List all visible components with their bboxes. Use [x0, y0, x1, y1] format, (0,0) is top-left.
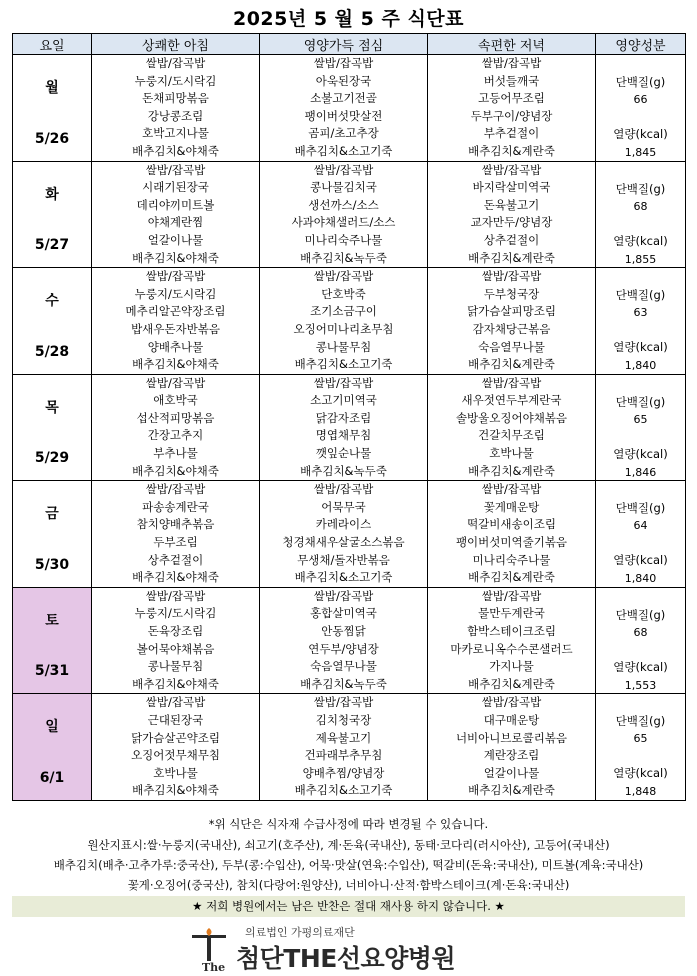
day-row — [13, 481, 686, 588]
kcal-value: 1,553 — [624, 678, 657, 692]
kcal-label: 열량(kcal) — [613, 766, 668, 781]
day-date: 5/26 — [34, 130, 70, 147]
menu-item: 교자만두/양념장 — [470, 215, 553, 230]
menu-item: 돈육장조림 — [147, 624, 204, 638]
menu-item: 오징어젓무채무침 — [131, 748, 220, 763]
menu-item: 콩나물무침 — [147, 659, 204, 674]
protein-label: 단백질(g) — [615, 75, 666, 89]
breakfast-cell — [92, 374, 260, 481]
menu-item: 돈육불고기 — [483, 197, 540, 212]
kcal-value: 1,840 — [624, 572, 657, 586]
dinner-cell — [428, 55, 596, 162]
protein-value: 64 — [633, 519, 648, 533]
menu-item: 연두부/양념장 — [308, 641, 379, 656]
menu-item: 양배추찜/양념장 — [302, 765, 385, 780]
menu-item: 배추김치&계란죽 — [468, 783, 555, 798]
menu-item: 감자채당근볶음 — [472, 321, 551, 336]
nutrition-cell — [596, 161, 686, 268]
day-name: 수 — [45, 293, 59, 310]
menu-item: 생선까스/소스 — [308, 197, 379, 212]
menu-item: 쌀밥/잡곡밥 — [313, 695, 374, 710]
menu-item: 떡갈비새송이조림 — [467, 517, 556, 532]
menu-item: 쌀밥/잡곡밥 — [481, 482, 542, 497]
lunch-list — [260, 588, 427, 694]
menu-item: 배추김치&계란죽 — [468, 570, 555, 585]
dinner-cell — [428, 694, 596, 801]
hospital-logo-mark-icon — [188, 923, 234, 973]
menu-item: 호박나물 — [489, 446, 534, 461]
day-date: 5/29 — [34, 450, 70, 467]
menu-item: 두부구이/양념장 — [470, 108, 553, 123]
protein-label: 단백질(g) — [615, 288, 666, 303]
menu-item: 간장고추지 — [147, 428, 204, 443]
menu-item: 쌀밥/잡곡밥 — [145, 269, 206, 284]
header-row — [13, 34, 686, 55]
protein-value: 68 — [633, 625, 648, 639]
menu-item: 조기소금구이 — [310, 304, 377, 319]
menu-item: 콩나물김치국 — [310, 180, 377, 195]
menu-item: 숙음열무나물 — [310, 659, 377, 674]
dinner-list — [428, 694, 595, 800]
logo-mark-text: The — [202, 961, 226, 973]
menu-item: 데리야끼미트볼 — [136, 197, 215, 212]
menu-item: 배추김치&야채죽 — [132, 357, 219, 372]
protein-value: 65 — [633, 732, 648, 746]
menu-item: 바지락살미역국 — [472, 180, 551, 195]
lunch-list — [260, 268, 427, 374]
lunch-list — [260, 55, 427, 161]
menu-item: 배추김치&소고기죽 — [294, 570, 393, 585]
lunch-cell — [260, 268, 428, 375]
dinner-list — [428, 162, 595, 268]
day-cell — [13, 694, 92, 801]
menu-item: 배추김치&야채죽 — [132, 250, 219, 265]
logo-hospital-name: 첨단THE선요양병원 — [236, 944, 456, 973]
protein-value: 65 — [633, 412, 648, 426]
menu-item: 부추나물 — [153, 446, 198, 461]
menu-item: 숙음열무나물 — [478, 339, 545, 354]
day-name: 금 — [45, 506, 59, 523]
day-name: 토 — [45, 612, 59, 629]
breakfast-list — [92, 55, 259, 161]
weekly-menu-table — [12, 33, 686, 801]
menu-item: 닭가슴살피망조림 — [467, 304, 556, 319]
menu-item: 함박스테이크조림 — [467, 624, 556, 638]
menu-item: 미나리숙주나물 — [472, 552, 551, 567]
menu-item: 배추김치&녹두죽 — [300, 463, 387, 478]
menu-item: 소고기미역국 — [310, 393, 377, 408]
dinner-list — [428, 55, 595, 161]
lunch-cell — [260, 161, 428, 268]
kcal-label: 열량(kcal) — [613, 340, 668, 355]
menu-item: 배추김치&계란죽 — [468, 250, 555, 265]
dinner-list — [428, 481, 595, 587]
menu-item: 쌀밥/잡곡밥 — [145, 375, 206, 390]
header-day: 요일 — [13, 34, 92, 55]
menu-item: 어묵무국 — [321, 499, 366, 514]
menu-item: 배추김치&계란죽 — [468, 676, 555, 691]
kcal-value: 1,848 — [624, 785, 657, 799]
lunch-cell — [260, 694, 428, 801]
breakfast-list — [92, 694, 259, 800]
kcal-value: 1,855 — [624, 252, 657, 266]
lunch-cell — [260, 481, 428, 588]
dinner-cell — [428, 268, 596, 375]
day-date: 5/30 — [34, 556, 70, 573]
kcal-value: 1,840 — [624, 359, 657, 373]
menu-item: 안동찜닭 — [321, 624, 366, 638]
lunch-list — [260, 162, 427, 268]
menu-item: 쌀밥/잡곡밥 — [313, 269, 374, 284]
menu-item: 누룽지/도시락김 — [134, 286, 217, 301]
menu-item: 단호박죽 — [321, 286, 366, 301]
menu-item: 부추겉절이 — [483, 126, 540, 141]
lunch-cell — [260, 55, 428, 162]
menu-item: 배추김치&소고기죽 — [294, 143, 393, 158]
menu-item: 배추김치&야채죽 — [132, 463, 219, 478]
menu-item: 돈채피망볶음 — [142, 91, 209, 106]
menu-item: 쌀밥/잡곡밥 — [313, 162, 374, 177]
kcal-label: 열량(kcal) — [613, 659, 668, 674]
menu-item: 배추김치&야채죽 — [132, 570, 219, 585]
day-row — [13, 161, 686, 268]
protein-value: 66 — [633, 93, 648, 106]
protein-label: 단백질(g) — [615, 181, 666, 196]
menu-item: 호박고지나물 — [142, 126, 209, 141]
menu-item: 명엽채무침 — [315, 428, 372, 443]
day-date: 5/28 — [34, 343, 70, 360]
nutrition-cell — [596, 55, 686, 162]
change-notice: *위 식단은 식자재 수급사정에 따라 변경될 수 있습니다. — [208, 817, 489, 831]
reuse-notice-banner: ★ 저희 병원에서는 남은 반찬은 절대 재사용 하지 않습니다. ★ — [12, 896, 685, 917]
menu-item: 시래기된장국 — [142, 180, 209, 195]
menu-item: 얼갈이나물 — [483, 765, 540, 780]
day-cell — [13, 587, 92, 694]
menu-item: 팽이버섯미역줄기볶음 — [455, 535, 568, 550]
menu-item: 꽃게매운탕 — [483, 499, 540, 514]
menu-item: 배추김치&녹두죽 — [300, 676, 387, 691]
day-row — [13, 268, 686, 375]
menu-item: 배추김치&녹두죽 — [300, 250, 387, 265]
breakfast-cell — [92, 587, 260, 694]
day-name: 화 — [45, 186, 59, 203]
protein-label: 단백질(g) — [615, 501, 666, 516]
dinner-list — [428, 588, 595, 694]
menu-item: 배추김치&소고기죽 — [294, 783, 393, 798]
menu-item: 무생채/돌자반볶음 — [297, 552, 390, 567]
menu-item: 깻잎순나물 — [315, 446, 372, 461]
kcal-value: 1,845 — [624, 146, 657, 159]
menu-item: 볼어묵야채볶음 — [136, 641, 215, 656]
dinner-cell — [428, 481, 596, 588]
logo-subtitle: 의료법인 가평의료재단 — [245, 926, 355, 939]
protein-label: 단백질(g) — [615, 607, 666, 622]
menu-item: 상추겉절이 — [483, 232, 540, 247]
menu-item: 호박나물 — [153, 765, 198, 780]
breakfast-list — [92, 162, 259, 268]
menu-item: 쌀밥/잡곡밥 — [313, 375, 374, 390]
day-cell — [13, 481, 92, 588]
menu-item: 근대된장국 — [147, 712, 204, 727]
menu-item: 배추김치&야채죽 — [132, 676, 219, 691]
dinner-cell — [428, 374, 596, 481]
day-row — [13, 694, 686, 801]
menu-item: 쌀밥/잡곡밥 — [481, 162, 542, 177]
origin-line-1: 원산지표시:쌀·누룽지(국내산), 쇠고기(호주산), 계·돈육(국내산), 동태·코다리(러시아산), 고등어(국내산) — [87, 838, 610, 852]
dinner-list — [428, 375, 595, 481]
kcal-label: 열량(kcal) — [613, 233, 668, 248]
breakfast-list — [92, 375, 259, 481]
nutrition-cell — [596, 374, 686, 481]
header-dinner: 속편한 저녁 — [428, 34, 596, 55]
header-nutrition: 영양성분 — [596, 34, 686, 55]
lunch-list — [260, 481, 427, 587]
breakfast-cell — [92, 694, 260, 801]
menu-item: 쌀밥/잡곡밥 — [481, 375, 542, 390]
day-cell — [13, 55, 92, 162]
dinner-cell — [428, 161, 596, 268]
menu-item: 야채계란찜 — [147, 215, 204, 230]
protein-value: 68 — [633, 199, 648, 213]
menu-item: 메추리알곤약장조림 — [125, 304, 226, 319]
menu-item: 쌀밥/잡곡밥 — [313, 482, 374, 497]
menu-item: 너비아니브로콜리볶음 — [455, 730, 568, 745]
menu-item: 오징어미나리초무침 — [293, 321, 394, 336]
day-date: 5/31 — [34, 663, 70, 680]
menu-item: 쌀밥/잡곡밥 — [145, 56, 206, 70]
menu-item: 팽이버섯맛살전 — [304, 108, 383, 123]
menu-item: 솔방울오징어야채볶음 — [455, 410, 568, 425]
menu-item: 건갈치무조림 — [478, 428, 545, 443]
menu-item: 두부조림 — [153, 535, 198, 550]
menu-item: 섭산적피망볶음 — [136, 410, 215, 425]
breakfast-cell — [92, 481, 260, 588]
kcal-value: 1,846 — [624, 465, 657, 479]
menu-item: 쌀밥/잡곡밥 — [145, 695, 206, 710]
menu-item: 두부청국장 — [483, 286, 540, 301]
day-row — [13, 55, 686, 162]
menu-item: 참치양배추볶음 — [136, 517, 215, 532]
lunch-cell — [260, 374, 428, 481]
menu-item: 닭감자조림 — [315, 410, 372, 425]
nutrition-cell — [596, 268, 686, 375]
breakfast-list — [92, 588, 259, 694]
menu-item: 파송송계란국 — [142, 499, 209, 514]
menu-item: 강낭콩조림 — [147, 108, 204, 123]
menu-item: 카레라이스 — [315, 517, 372, 532]
menu-item: 쌀밥/잡곡밥 — [145, 588, 206, 603]
menu-item: 쌀밥/잡곡밥 — [145, 162, 206, 177]
protein-label: 단백질(g) — [615, 714, 666, 729]
nutrition-cell — [596, 481, 686, 588]
menu-item: 곰피/초고추장 — [308, 126, 379, 141]
menu-item: 쌀밥/잡곡밥 — [481, 695, 542, 710]
menu-item: 쌀밥/잡곡밥 — [313, 588, 374, 603]
menu-item: 미나리숙주나물 — [304, 232, 383, 247]
menu-item: 애호박국 — [153, 393, 198, 408]
lunch-list — [260, 694, 427, 800]
menu-item: 청경채새우살굴소스볶음 — [282, 535, 405, 550]
menu-item: 사과야채샐러드/소스 — [291, 215, 396, 230]
day-name: 월 — [45, 80, 59, 96]
menu-item: 쌀밥/잡곡밥 — [481, 269, 542, 284]
dinner-list — [428, 268, 595, 374]
menu-item: 홍합살미역국 — [310, 606, 377, 621]
menu-item: 아욱된장국 — [315, 73, 372, 88]
origin-line-3: 꽃게·오징어(중국산), 참치(다랑어:원양산), 너비아니·산적·함박스테이크(계·돈육:국내산) — [127, 878, 570, 892]
menu-item: 쌀밥/잡곡밥 — [481, 588, 542, 603]
breakfast-list — [92, 481, 259, 587]
menu-item: 물만두계란국 — [478, 606, 545, 621]
dinner-cell — [428, 587, 596, 694]
menu-item: 배추김치&야채죽 — [132, 783, 219, 798]
page-title: 2025년 5 월 5 주 식단표 — [232, 8, 465, 30]
header-lunch: 영양가득 점심 — [260, 34, 428, 55]
menu-item: 누룽지/도시락김 — [134, 73, 217, 88]
menu-item: 배추김치&계란죽 — [468, 357, 555, 372]
menu-item: 얼갈이나물 — [147, 232, 204, 247]
day-name: 일 — [45, 719, 59, 736]
menu-item: 배추김치&소고기죽 — [294, 357, 393, 372]
menu-item: 새우젓연두부계란국 — [461, 393, 562, 408]
menu-item: 콩나물무침 — [315, 339, 372, 354]
breakfast-list — [92, 268, 259, 374]
menu-item: 배추김치&야채죽 — [132, 143, 219, 158]
menu-item: 제육불고기 — [315, 730, 372, 745]
hospital-logo — [188, 922, 528, 974]
lunch-cell — [260, 587, 428, 694]
nutrition-cell — [596, 587, 686, 694]
day-row — [13, 587, 686, 694]
menu-item: 배추김치&계란죽 — [468, 463, 555, 478]
day-name: 목 — [45, 399, 59, 416]
menu-item: 마카로니옥수수콘샐러드 — [450, 641, 573, 656]
lunch-list — [260, 375, 427, 481]
breakfast-cell — [92, 268, 260, 375]
menu-item: 쌀밥/잡곡밥 — [313, 56, 374, 70]
menu-item: 가지나물 — [489, 659, 534, 674]
menu-item: 양배추나물 — [147, 339, 204, 354]
kcal-label: 열량(kcal) — [613, 553, 668, 568]
menu-item: 고등어무조림 — [478, 91, 545, 106]
menu-item: 김치청국장 — [315, 712, 372, 727]
menu-item: 쌀밥/잡곡밥 — [145, 482, 206, 497]
day-cell — [13, 161, 92, 268]
breakfast-cell — [92, 161, 260, 268]
menu-item: 상추겉절이 — [147, 552, 204, 567]
menu-item: 건파래부추무침 — [304, 748, 383, 763]
menu-item: 닭가슴살곤약조림 — [131, 730, 220, 745]
kcal-label: 열량(kcal) — [613, 127, 668, 141]
day-cell — [13, 268, 92, 375]
day-cell — [13, 374, 92, 481]
menu-item: 소불고기전골 — [310, 91, 377, 106]
breakfast-cell — [92, 55, 260, 162]
protein-value: 63 — [633, 306, 648, 320]
header-breakfast: 상쾌한 아침 — [92, 34, 260, 55]
kcal-label: 열량(kcal) — [613, 446, 668, 461]
menu-item: 밥새우돈자반볶음 — [131, 321, 220, 336]
menu-item: 쌀밥/잡곡밥 — [481, 56, 542, 70]
day-date: 6/1 — [39, 769, 65, 786]
menu-item: 버섯들깨국 — [483, 73, 540, 88]
protein-label: 단백질(g) — [615, 394, 666, 409]
nutrition-cell — [596, 694, 686, 801]
day-row — [13, 374, 686, 481]
origin-line-2: 배추김치(배추·고추가루:중국산), 두부(콩:수입산), 어묵·맛살(연육:수입산), 떡갈비(돈육:국내산), 미트볼(계육:국내산) — [53, 858, 644, 872]
menu-item: 대구매운탕 — [483, 712, 540, 727]
menu-item: 계란장조림 — [483, 748, 540, 763]
menu-item: 누룽지/도시락김 — [134, 606, 217, 621]
day-date: 5/27 — [34, 237, 70, 254]
menu-item: 배추김치&계란죽 — [468, 143, 555, 158]
